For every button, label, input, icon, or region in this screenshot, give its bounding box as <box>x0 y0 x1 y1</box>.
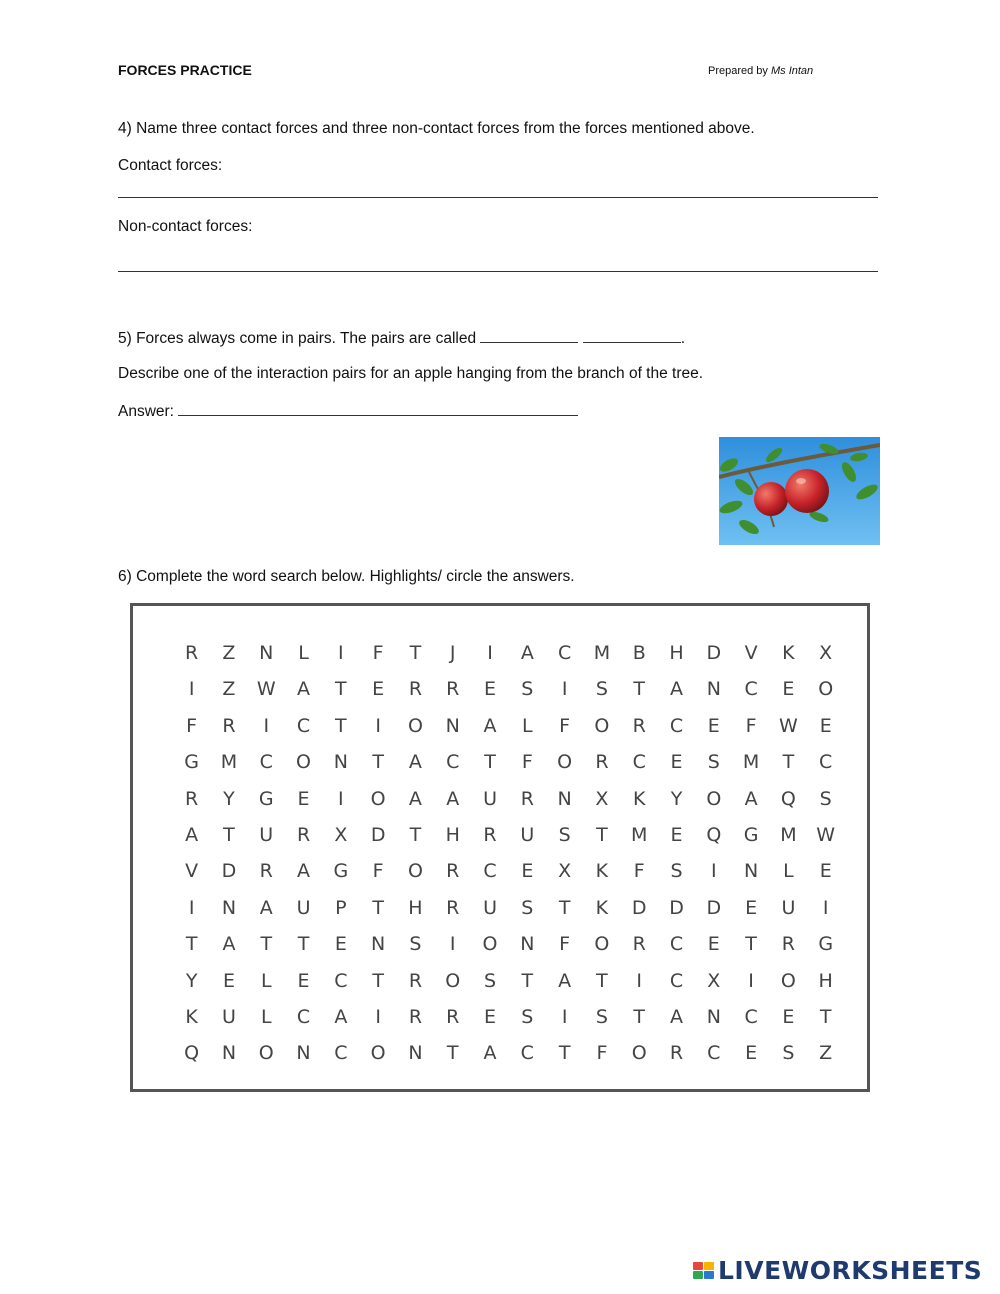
apple-tree-image <box>719 437 880 545</box>
word-search-letter[interactable]: O <box>407 860 423 883</box>
word-search-letter[interactable]: N <box>706 678 721 701</box>
word-search-letter[interactable]: S <box>558 823 571 846</box>
word-search-letter[interactable]: N <box>296 1042 311 1065</box>
apple-branch-illustration <box>719 437 880 545</box>
word-search-letter[interactable]: C <box>334 969 348 992</box>
word-search-letter[interactable]: X <box>819 642 833 664</box>
word-search-letter[interactable]: R <box>408 678 423 701</box>
word-search-letter[interactable]: N <box>371 933 386 956</box>
word-search-letter[interactable]: O <box>631 1042 647 1065</box>
word-search-letter[interactable]: D <box>221 860 237 883</box>
word-search-letter[interactable]: T <box>633 1005 646 1028</box>
word-search-letter[interactable]: U <box>296 896 311 919</box>
word-search-letter[interactable]: C <box>669 714 684 737</box>
word-search-letter[interactable]: C <box>557 642 572 664</box>
word-search-letter[interactable]: W <box>779 714 798 737</box>
word-search-letter[interactable]: R <box>669 1042 684 1065</box>
word-search-letter[interactable]: R <box>632 933 646 956</box>
word-search-letter[interactable]: W <box>816 823 836 846</box>
word-search-letter[interactable]: E <box>372 678 385 701</box>
noncontact-forces-label: Non-contact forces: <box>118 218 253 235</box>
word-search-letter[interactable]: T <box>596 969 608 992</box>
word-search-letter[interactable]: A <box>744 787 758 810</box>
word-search-letter[interactable]: A <box>408 787 422 810</box>
word-search-letter[interactable]: O <box>594 714 610 737</box>
word-search-letter[interactable]: Z <box>222 642 236 664</box>
word-search-letter[interactable]: M <box>631 823 648 846</box>
word-search-letter[interactable]: I <box>449 933 456 956</box>
word-search-letter[interactable]: I <box>338 642 344 664</box>
word-search-letter[interactable]: O <box>445 969 461 992</box>
word-search-letter[interactable]: O <box>594 933 610 956</box>
word-search-letter[interactable]: K <box>595 860 609 883</box>
word-search-row <box>173 640 844 676</box>
word-search-letter[interactable]: T <box>409 823 422 846</box>
word-search-letter[interactable]: C <box>744 678 758 701</box>
word-search-letter[interactable]: E <box>819 714 832 737</box>
word-search-letter[interactable]: E <box>707 714 720 737</box>
word-search-letter[interactable]: N <box>520 933 535 956</box>
word-search-letter[interactable]: G <box>184 751 200 774</box>
word-search-row <box>173 713 844 749</box>
word-search-letter[interactable]: J <box>449 642 456 664</box>
word-search-letter[interactable]: R <box>408 969 423 992</box>
question-5-text <box>118 328 685 348</box>
word-search-letter[interactable]: A <box>185 823 199 846</box>
word-search-letter[interactable]: S <box>819 787 832 810</box>
word-search-letter[interactable]: K <box>782 642 795 664</box>
word-search-letter[interactable]: E <box>297 787 310 810</box>
word-search-letter[interactable]: C <box>520 1042 534 1065</box>
logo-text: LIVEWORKSHEETS <box>718 1256 983 1285</box>
word-search-letter[interactable]: I <box>487 642 493 664</box>
word-search-letter[interactable]: I <box>188 678 195 701</box>
word-search-letter[interactable]: P <box>335 896 347 919</box>
word-search-letter[interactable]: T <box>185 933 198 956</box>
word-search-letter[interactable]: U <box>259 823 274 846</box>
word-search-letter[interactable]: Y <box>223 787 235 810</box>
word-search-letter[interactable]: A <box>483 714 497 737</box>
word-search-letter[interactable]: C <box>446 751 460 774</box>
word-search-letter[interactable]: X <box>707 969 721 992</box>
word-search-letter[interactable]: L <box>298 642 309 664</box>
word-search-letter[interactable]: A <box>670 678 683 701</box>
word-search-letter[interactable]: O <box>706 787 722 810</box>
word-search-letter[interactable]: L <box>522 714 533 737</box>
word-search-letter[interactable]: R <box>408 1005 423 1028</box>
word-search-letter[interactable]: C <box>296 1005 311 1028</box>
word-search-letter[interactable]: O <box>482 933 498 956</box>
word-search-letter[interactable]: T <box>484 751 496 774</box>
word-search-letter[interactable]: E <box>670 823 683 846</box>
word-search-letter[interactable]: S <box>670 860 683 883</box>
word-search-letter[interactable]: R <box>446 860 460 883</box>
word-search-letter[interactable]: R <box>259 860 273 883</box>
word-search-letter[interactable]: V <box>185 860 199 883</box>
word-search-letter[interactable]: I <box>822 896 829 919</box>
word-search-letter[interactable]: F <box>559 714 571 737</box>
word-search-letter[interactable]: C <box>707 1042 721 1065</box>
word-search-letter[interactable]: R <box>296 823 311 846</box>
word-search-letter[interactable]: L <box>260 1005 272 1028</box>
word-search-letter[interactable]: A <box>259 896 273 919</box>
word-search-letter[interactable]: Y <box>670 787 683 810</box>
word-search-letter[interactable]: I <box>338 787 344 810</box>
word-search-letter[interactable]: T <box>335 714 347 737</box>
logo-square <box>693 1271 703 1279</box>
word-search-letter[interactable]: N <box>333 751 348 774</box>
word-search-letter[interactable]: F <box>559 933 571 956</box>
word-search-letter[interactable]: F <box>633 860 645 883</box>
word-search-row <box>173 858 844 894</box>
word-search-letter[interactable]: I <box>375 714 381 737</box>
word-search-letter[interactable]: L <box>783 860 794 883</box>
question-6-text: 6) Complete the word search below. Highlights/ circle the answers. <box>118 568 575 585</box>
word-search-letter[interactable]: O <box>370 787 386 810</box>
logo-mark-icon <box>693 1262 714 1279</box>
word-search-letter[interactable]: C <box>819 751 833 774</box>
word-search-letter[interactable]: N <box>259 642 274 664</box>
word-search-letter[interactable]: I <box>263 714 270 737</box>
word-search-letter[interactable]: A <box>483 1042 497 1065</box>
word-search-letter[interactable]: X <box>334 823 348 846</box>
word-search-letter[interactable]: O <box>557 751 573 774</box>
word-search-letter[interactable]: T <box>372 969 384 992</box>
word-search-letter[interactable]: N <box>706 1005 721 1028</box>
word-search-letter[interactable]: D <box>631 896 647 919</box>
word-search-letter[interactable]: T <box>372 751 384 774</box>
word-search-letter[interactable]: E <box>484 678 497 701</box>
word-search-letter[interactable]: F <box>186 714 198 737</box>
prepared-by <box>708 65 813 77</box>
word-search-letter[interactable]: M <box>780 823 797 846</box>
word-search-letter[interactable]: M <box>220 751 238 774</box>
word-search-letter[interactable]: C <box>632 751 646 774</box>
word-search-letter[interactable]: T <box>633 678 646 701</box>
word-search-letter[interactable]: T <box>745 933 757 956</box>
word-search-letter[interactable]: T <box>596 823 608 846</box>
word-search-letter[interactable]: T <box>372 896 384 919</box>
word-search-letter[interactable]: L <box>260 969 272 992</box>
word-search-row <box>173 822 844 858</box>
worksheet-title: FORCES PRACTICE <box>118 62 252 78</box>
word-search-letter[interactable]: H <box>818 969 833 992</box>
question-5-suffix: . <box>680 330 686 347</box>
word-search-letter[interactable]: O <box>818 678 834 701</box>
word-search-letter[interactable]: C <box>259 751 273 774</box>
word-search-letter[interactable]: S <box>595 678 608 701</box>
word-search-letter[interactable]: F <box>745 714 757 737</box>
word-search-letter[interactable]: R <box>222 714 236 737</box>
word-search-letter[interactable]: C <box>744 1005 758 1028</box>
contact-forces-label: Contact forces: <box>118 157 223 174</box>
word-search-letter[interactable]: O <box>370 1042 386 1065</box>
word-search-letter[interactable]: T <box>409 642 422 664</box>
word-search-letter[interactable]: E <box>484 1005 497 1028</box>
word-search-letter[interactable]: D <box>706 896 722 919</box>
word-search-letter[interactable]: E <box>334 933 347 956</box>
question-4-text: 4) Name three contact forces and three non-contact forces from the forces mentioned above. <box>118 120 755 137</box>
word-search-letter[interactable]: U <box>483 896 497 919</box>
word-search-letter[interactable]: D <box>370 823 386 846</box>
word-search-letter[interactable]: A <box>297 860 311 883</box>
word-search-letter[interactable]: O <box>780 969 796 992</box>
word-search-letter[interactable]: G <box>743 823 759 846</box>
word-search-letter[interactable]: V <box>744 642 758 664</box>
word-search-letter[interactable]: E <box>819 860 832 883</box>
word-search-row <box>173 895 844 931</box>
answer-row <box>118 401 578 421</box>
logo-square <box>693 1262 703 1270</box>
word-search-letter[interactable]: X <box>595 787 609 810</box>
word-search-letter[interactable]: S <box>782 1042 795 1065</box>
word-search-letter[interactable]: R <box>185 642 199 664</box>
word-search-letter[interactable]: S <box>483 969 497 992</box>
word-search-letter[interactable]: I <box>375 1005 381 1028</box>
word-search-letter[interactable]: E <box>745 896 758 919</box>
word-search-letter[interactable]: O <box>258 1042 274 1065</box>
word-search-letter[interactable]: T <box>223 823 235 846</box>
answer-label: Answer: <box>118 403 174 420</box>
word-search-letter[interactable]: X <box>558 860 572 883</box>
word-search-letter[interactable]: O <box>407 714 423 737</box>
word-search-letter[interactable]: Q <box>706 823 722 846</box>
word-search-letter[interactable]: U <box>483 787 497 810</box>
word-search-letter[interactable]: M <box>593 642 611 664</box>
word-search-letter[interactable]: S <box>521 896 534 919</box>
word-search-letter[interactable]: I <box>636 969 643 992</box>
word-search-row <box>173 1040 844 1076</box>
word-search-letter[interactable]: C <box>669 969 684 992</box>
word-search-letter[interactable]: T <box>446 1042 459 1065</box>
word-search-letter[interactable]: B <box>632 642 646 664</box>
word-search-letter[interactable]: A <box>408 751 422 774</box>
word-search-letter[interactable]: R <box>446 1005 460 1028</box>
word-search-letter[interactable]: A <box>334 1005 348 1028</box>
word-search-letter[interactable]: M <box>742 751 760 774</box>
word-search-letter[interactable]: T <box>521 969 534 992</box>
word-search-letter[interactable]: S <box>595 1005 608 1028</box>
word-search-row <box>173 968 844 1004</box>
word-search-letter[interactable]: K <box>595 896 609 919</box>
word-search-letter[interactable]: N <box>221 896 237 919</box>
word-search-letter[interactable]: Q <box>780 787 796 810</box>
word-search-letter[interactable]: E <box>670 751 683 774</box>
word-search-letter[interactable]: I <box>748 969 754 992</box>
word-search-letter[interactable]: C <box>483 860 497 883</box>
pair-name-blank-2[interactable] <box>583 328 681 343</box>
word-search-letter[interactable]: U <box>781 896 796 919</box>
contact-forces-answer-line[interactable] <box>118 197 878 198</box>
word-search-letter[interactable]: C <box>296 714 311 737</box>
logo-square <box>704 1271 714 1279</box>
word-search-letter[interactable]: E <box>521 860 534 883</box>
word-search-letter[interactable]: A <box>670 1005 683 1028</box>
word-search-letter[interactable]: I <box>561 678 568 701</box>
prepared-by-prefix: Prepared by <box>708 65 771 77</box>
word-search-row <box>173 676 844 712</box>
word-search-letter[interactable]: S <box>707 751 720 774</box>
word-search-letter[interactable]: N <box>557 787 572 810</box>
noncontact-forces-answer-line[interactable] <box>118 271 878 272</box>
teacher-name: Ms Intan <box>770 65 814 77</box>
word-search-letter[interactable]: F <box>372 860 384 883</box>
word-search-letter[interactable]: K <box>632 787 646 810</box>
word-search-letter[interactable]: S <box>521 678 534 701</box>
word-search-letter[interactable]: G <box>258 787 274 810</box>
word-search-letter[interactable]: E <box>707 933 720 956</box>
word-search-letter[interactable]: I <box>561 1005 568 1028</box>
logo-square <box>704 1262 714 1270</box>
word-search-letter[interactable]: T <box>558 896 571 919</box>
word-search-letter[interactable]: A <box>297 678 311 701</box>
word-search-letter[interactable]: T <box>260 933 273 956</box>
word-search-row <box>173 931 844 967</box>
word-search-letter[interactable]: A <box>222 933 236 956</box>
word-search-letter[interactable]: A <box>446 787 460 810</box>
word-search-letter[interactable]: Z <box>222 678 236 701</box>
word-search-letter[interactable]: H <box>445 823 460 846</box>
question-5-prefix: 5) Forces always come in pairs. The pairs are called <box>118 330 477 347</box>
word-search-letter[interactable]: E <box>782 678 795 701</box>
word-search-letter[interactable]: C <box>334 1042 348 1065</box>
word-search-letter[interactable]: Q <box>184 1042 200 1065</box>
word-search-letter[interactable]: K <box>185 1005 198 1028</box>
word-search-letters <box>173 640 844 1077</box>
pair-name-blank-1[interactable] <box>480 328 578 343</box>
word-search-letter[interactable]: Y <box>185 969 198 992</box>
word-search-letter[interactable]: R <box>446 678 460 701</box>
word-search-letter[interactable]: N <box>408 1042 423 1065</box>
word-search-letter[interactable]: D <box>706 642 722 664</box>
word-search-letter[interactable]: H <box>408 896 423 919</box>
word-search-letter[interactable]: U <box>221 1005 236 1028</box>
word-search-letter[interactable]: N <box>445 714 460 737</box>
word-search-letter[interactable]: R <box>595 751 609 774</box>
word-search-letter[interactable]: C <box>669 933 684 956</box>
word-search-letter[interactable]: T <box>819 1005 832 1028</box>
word-search-letter[interactable]: A <box>558 969 572 992</box>
word-search-letter[interactable]: N <box>743 860 759 883</box>
word-search-letter[interactable]: R <box>520 787 534 810</box>
word-search-letter[interactable]: R <box>632 714 646 737</box>
word-search-letter[interactable]: E <box>745 1042 758 1065</box>
word-search-letter[interactable]: T <box>335 678 347 701</box>
word-search-letter[interactable]: A <box>520 642 534 664</box>
word-search-letter[interactable]: S <box>409 933 422 956</box>
word-search-letter[interactable]: O <box>296 751 312 774</box>
word-search-letter[interactable]: H <box>669 642 684 664</box>
liveworksheets-logo <box>693 1256 982 1285</box>
word-search-letter[interactable]: I <box>188 896 195 919</box>
word-search-letter[interactable]: F <box>596 1042 608 1065</box>
word-search-letter[interactable]: F <box>372 642 384 664</box>
word-search-letter[interactable]: S <box>521 1005 534 1028</box>
word-search-letter[interactable]: T <box>782 751 795 774</box>
word-search-letter[interactable]: G <box>818 933 834 956</box>
word-search-grid[interactable] <box>130 603 870 1092</box>
word-search-letter[interactable]: E <box>222 969 235 992</box>
word-search-letter[interactable]: R <box>781 933 795 956</box>
word-search-letter[interactable]: T <box>558 1042 571 1065</box>
word-search-letter[interactable]: W <box>256 678 276 701</box>
question-5-describe: Describe one of the interaction pairs for an apple hanging from the branch of the tree. <box>118 365 704 382</box>
word-search-letter[interactable]: I <box>711 860 717 883</box>
word-search-letter[interactable]: G <box>333 860 349 883</box>
word-search-letter[interactable]: D <box>669 896 684 919</box>
word-search-letter[interactable]: N <box>221 1042 237 1065</box>
word-search-letter[interactable]: T <box>297 933 310 956</box>
word-search-letter[interactable]: R <box>446 896 460 919</box>
word-search-row <box>173 786 844 822</box>
word-search-letter[interactable]: F <box>521 751 533 774</box>
word-search-letter[interactable]: E <box>297 969 310 992</box>
word-search-letter[interactable]: R <box>483 823 497 846</box>
word-search-letter[interactable]: U <box>520 823 535 846</box>
answer-blank[interactable] <box>178 401 578 416</box>
word-search-row <box>173 749 844 785</box>
word-search-letter[interactable]: Z <box>819 1042 833 1065</box>
word-search-letter[interactable]: E <box>782 1005 795 1028</box>
word-search-row <box>173 1004 844 1040</box>
word-search-letter[interactable]: R <box>185 787 199 810</box>
